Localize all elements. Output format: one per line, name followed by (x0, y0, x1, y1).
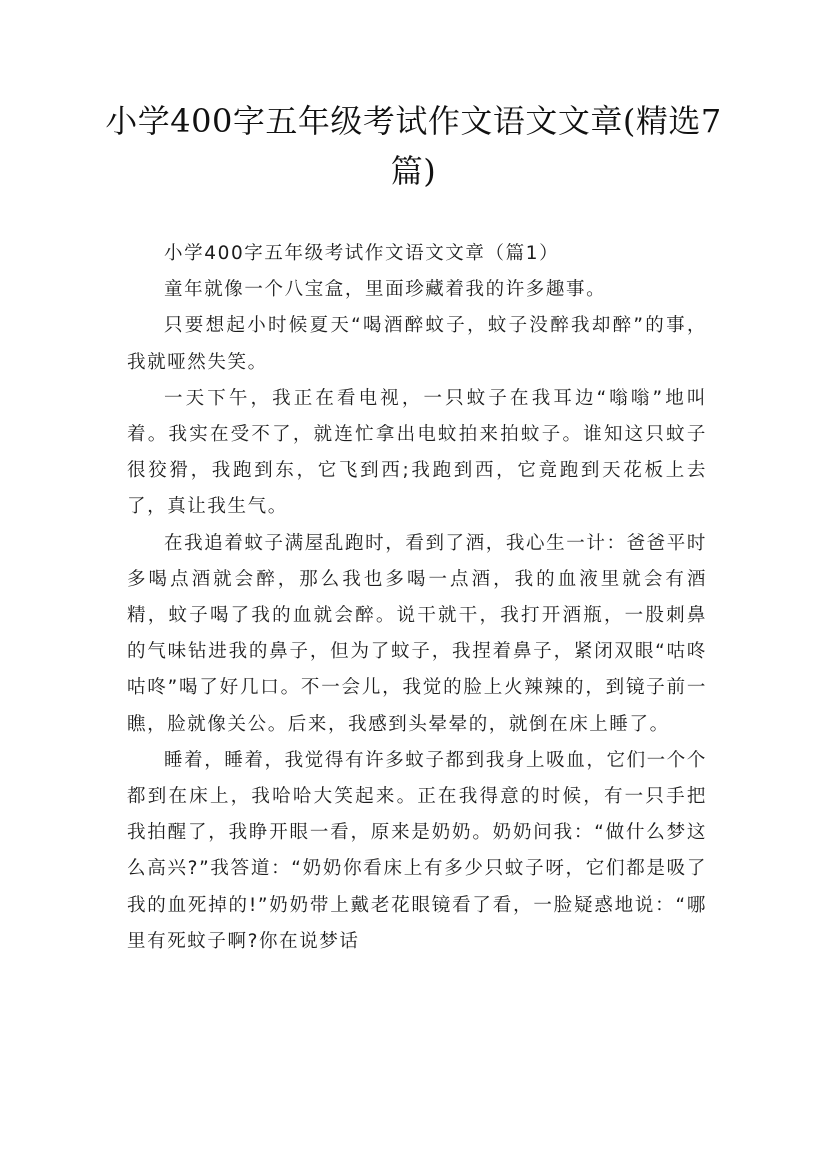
paragraph: 只要想起小时候夏天“喝酒醉蚊子，蚊子没醉我却醉”的事，我就哑然失笑。 (127, 315, 707, 373)
paragraph: 一天下午，我正在看电视，一只蚊子在我耳边“嗡嗡”地叫着。我实在受不了，就连忙拿出电蚊拍来拍蚊子。谁知这只蚊子很狡猾，我跑到东，它飞到西;我跑到西，它竟跑到天花板上去了，真让我生气。 (127, 387, 707, 518)
document-body (127, 236, 707, 960)
document-title: 小学400字五年级考试作文语文文章(精选7篇) (105, 102, 722, 190)
paragraph: 童年就像一个八宝盒，里面珍藏着我的许多趣事。 (164, 279, 607, 301)
paragraph: 在我追着蚊子满屋乱跑时，看到了酒，我心生一计：爸爸平时多喝点酒就会醉，那么我也多喝一点酒，我的血液里就会有酒精，蚊子喝了我的血就会醉。说干就干，我打开酒瓶，一股刺鼻的气味钻进我的鼻子，但为了蚊子，我捏着鼻子，紧闭双眼“咕咚咕咚”喝了好几口。不一会儿，我觉的脸上火辣辣的，到镜子前一瞧，脸就像关公。后来，我感到头晕晕的，就倒在床上睡了。 (127, 532, 707, 735)
paragraph: 睡着，睡着，我觉得有许多蚊子都到我身上吸血，它们一个个都到在床上，我哈哈大笑起来。正在我得意的时候，有一只手把我拍醒了，我睁开眼一看，原来是奶奶。奶奶问我：“做什么梦这么高兴?”我答道：“奶奶你看床上有多少只蚊子呀，它们都是吸了我的血死掉的!”奶奶带上戴老花眼镜看了看，一脸疑惑地说：“哪里有死蚊子啊?你在说梦话 (127, 749, 707, 952)
section-heading: 小学400字五年级考试作文语文文章（篇1） (164, 243, 560, 264)
